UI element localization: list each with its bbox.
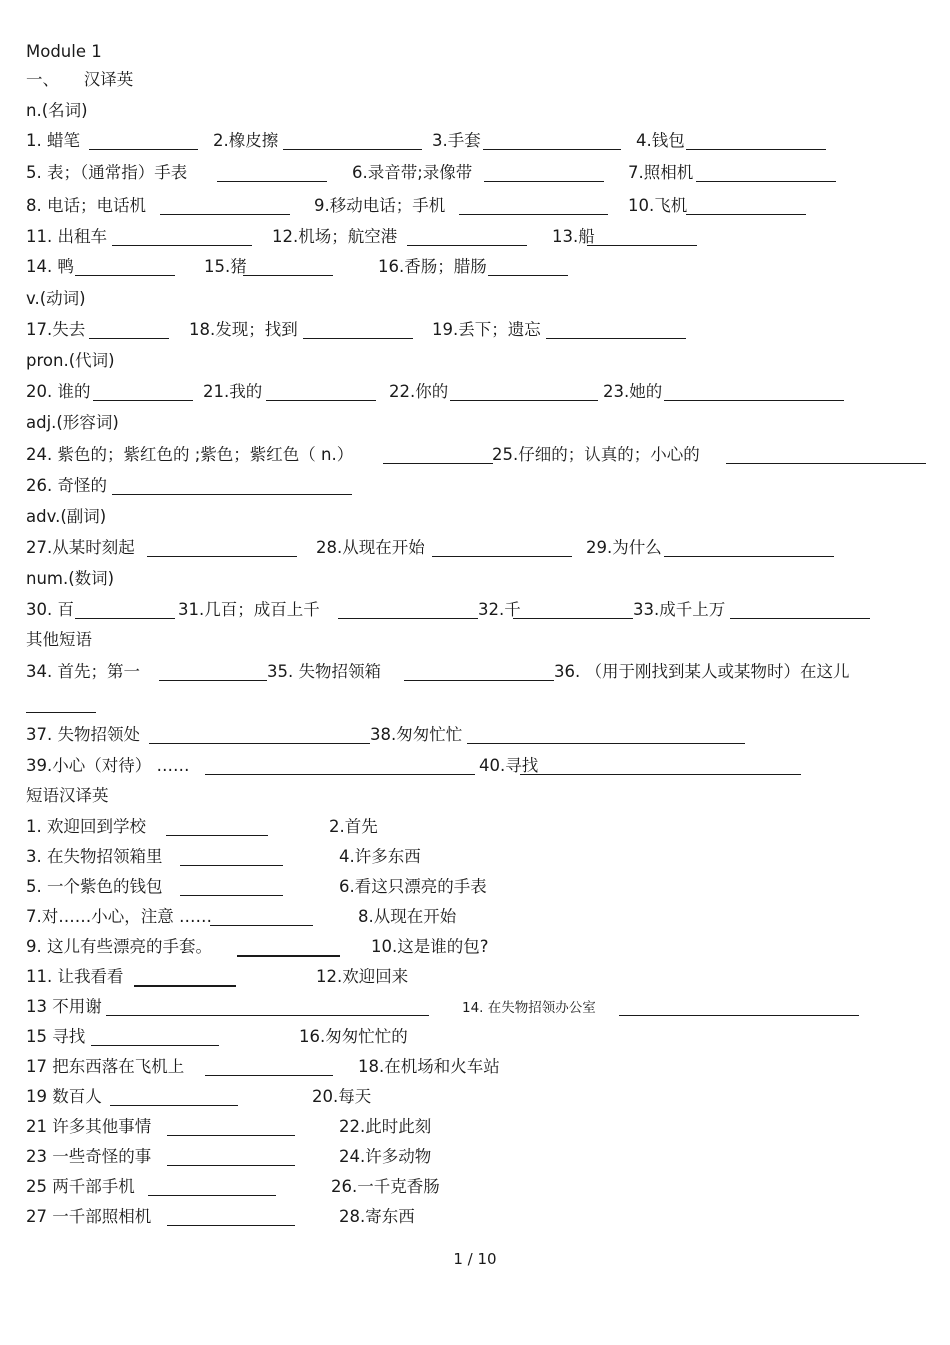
answer-blank[interactable] [167, 1225, 295, 1226]
answer-blank[interactable] [664, 556, 834, 557]
answer-blank[interactable] [450, 400, 598, 401]
answer-blank[interactable] [726, 463, 926, 464]
phrase-label: 21 许多其他事情 [26, 1117, 152, 1136]
item-label: 33.成千上万 [633, 600, 726, 619]
answer-blank[interactable] [587, 245, 697, 246]
answer-blank[interactable] [149, 743, 370, 744]
answer-blank[interactable] [303, 338, 413, 339]
answer-blank[interactable] [383, 463, 493, 464]
item-label: 15.猪 [204, 257, 247, 276]
answer-blank[interactable] [432, 556, 572, 557]
answer-blank[interactable] [148, 1195, 276, 1196]
phrase-label: 23 一些奇怪的事 [26, 1147, 152, 1166]
answer-blank[interactable] [283, 149, 422, 150]
item-label: 7.照相机 [628, 163, 694, 182]
item-label: 6.录音带;录像带 [352, 163, 473, 182]
item-label: 34. 首先；第一 [26, 662, 140, 681]
item-label: 9.移动电话；手机 [314, 196, 446, 215]
phrase-label: 27 一千部照相机 [26, 1207, 152, 1226]
answer-blank[interactable] [513, 618, 633, 619]
answer-blank[interactable] [488, 275, 568, 276]
answer-blank[interactable] [180, 895, 283, 896]
answer-blank[interactable] [266, 400, 376, 401]
item-label: 22.你的 [389, 382, 449, 401]
item-label: 11. 出租车 [26, 227, 107, 246]
noun-heading: n.(名词) [26, 101, 88, 120]
phrase-label: 20.每天 [312, 1087, 372, 1106]
answer-blank[interactable] [210, 925, 313, 926]
num-heading: num.(数词) [26, 569, 115, 588]
adv-heading: adv.(副词) [26, 507, 107, 526]
phrase-label: 3. 在失物招领箱里 [26, 847, 163, 866]
item-label: 29.为什么 [586, 538, 662, 557]
answer-blank[interactable] [217, 181, 327, 182]
item-label: 36. （用于刚找到某人或某物时）在这儿 [554, 662, 850, 681]
answer-blank[interactable] [89, 338, 169, 339]
item-label: 17.失去 [26, 320, 86, 339]
answer-blank[interactable] [147, 556, 297, 557]
answer-blank[interactable] [467, 743, 745, 744]
phrase-label: 1. 欢迎回到学校 [26, 817, 146, 836]
item-label: 19.丢下；遗忘 [432, 320, 541, 339]
phrase-label: 4.许多东西 [339, 847, 421, 866]
phrase-label: 18.在机场和火车站 [358, 1057, 500, 1076]
item-label: 28.从现在开始 [316, 538, 425, 557]
item-label: 26. 奇怪的 [26, 476, 107, 495]
phrase-label: 24.许多动物 [339, 1147, 432, 1166]
item-label: 16.香肠；腊肠 [378, 257, 487, 276]
answer-blank[interactable] [159, 680, 267, 681]
phrase-heading: 短语汉译英 [26, 786, 109, 805]
phrase-label: 12.欢迎回来 [316, 967, 409, 986]
pron-heading: pron.(代词) [26, 351, 115, 370]
answer-blank[interactable] [686, 149, 826, 150]
answer-blank[interactable] [407, 245, 527, 246]
phrase-label: 19 数百人 [26, 1087, 102, 1106]
answer-blank[interactable] [520, 774, 801, 775]
adj-heading: adj.(形容词) [26, 413, 119, 432]
answer-blank[interactable] [89, 149, 198, 150]
item-label: 10.飞机 [628, 196, 688, 215]
answer-blank[interactable] [483, 149, 621, 150]
item-label: 20. 谁的 [26, 382, 91, 401]
answer-blank[interactable] [404, 680, 554, 681]
item-label: 40.寻找 [479, 756, 539, 775]
answer-blank[interactable] [91, 1045, 219, 1046]
item-label: 12.机场；航空港 [272, 227, 398, 246]
phrase-label: 26.一千克香肠 [331, 1177, 440, 1196]
answer-blank[interactable] [696, 181, 836, 182]
item-label: 18.发现；找到 [189, 320, 298, 339]
item-label: 1. 蜡笔 [26, 131, 80, 150]
answer-blank[interactable] [166, 835, 268, 836]
answer-blank[interactable] [205, 774, 475, 775]
answer-blank[interactable] [338, 618, 478, 619]
answer-blank[interactable] [686, 214, 806, 215]
answer-blank[interactable] [112, 245, 252, 246]
answer-blank[interactable] [106, 1015, 429, 1016]
item-label: 5. 表；（通常指）手表 [26, 163, 188, 182]
item-label: 24. 紫色的；紫红色的 ;紫色；紫红色（ n.） [26, 445, 354, 464]
phrase-label: 22.此时此刻 [339, 1117, 432, 1136]
item-label: 31.几百；成百上千 [178, 600, 320, 619]
phrase-label: 9. 这儿有些漂亮的手套。 [26, 937, 212, 956]
answer-blank[interactable] [243, 275, 333, 276]
verb-heading: v.(动词) [26, 289, 86, 308]
answer-blank[interactable] [110, 1105, 238, 1106]
item-label: 2.橡皮擦 [213, 131, 279, 150]
module-title: Module 1 [26, 42, 102, 61]
item-label: 21.我的 [203, 382, 263, 401]
phrase-label: 11. 让我看看 [26, 967, 124, 986]
phrase-label: 8.从现在开始 [358, 907, 457, 926]
answer-blank[interactable] [484, 181, 604, 182]
item-label: 32.千 [478, 600, 521, 619]
item-label: 38.匆匆忙忙 [370, 725, 463, 744]
phrase-label: 16.匆匆忙忙的 [299, 1027, 408, 1046]
phrase-label: 14. 在失物招领办公室 [462, 1000, 596, 1016]
answer-blank[interactable] [459, 214, 608, 215]
phrase-label: 10.这是谁的包? [371, 937, 489, 956]
answer-blank[interactable] [167, 1135, 295, 1136]
phrase-label: 28.寄东西 [339, 1207, 415, 1226]
answer-blank[interactable] [75, 618, 175, 619]
answer-blank[interactable] [730, 618, 870, 619]
item-label: 25.仔细的；认真的；小心的 [492, 445, 700, 464]
phrase-label: 13 不用谢 [26, 997, 102, 1016]
answer-blank[interactable] [237, 955, 340, 957]
answer-blank[interactable] [167, 1165, 295, 1166]
page-number: 1 / 10 [453, 1250, 497, 1268]
other-heading: 其他短语 [26, 630, 92, 649]
item-label: 4.钱包 [636, 131, 685, 150]
item-label: 39.小心（对待） …… [26, 756, 190, 775]
answer-blank[interactable] [619, 1015, 859, 1016]
phrase-label: 2.首先 [329, 817, 378, 836]
answer-blank[interactable] [134, 985, 236, 987]
phrase-label: 6.看这只漂亮的手表 [339, 877, 487, 896]
item-label: 37. 失物招领处 [26, 725, 140, 744]
section-heading: 一、 汉译英 [26, 70, 134, 89]
answer-blank[interactable] [93, 400, 193, 401]
answer-blank[interactable] [75, 275, 175, 276]
item-label: 27.从某时刻起 [26, 538, 135, 557]
answer-blank[interactable] [160, 214, 290, 215]
answer-blank[interactable] [664, 400, 844, 401]
phrase-label: 5. 一个紫色的钱包 [26, 877, 163, 896]
phrase-label: 7.对……小心，注意 …… [26, 907, 212, 926]
answer-blank[interactable] [112, 494, 352, 495]
item-label: 14. 鸭 [26, 257, 74, 276]
item-label: 3.手套 [432, 131, 481, 150]
phrase-label: 17 把东西落在飞机上 [26, 1057, 185, 1076]
item-label: 35. 失物招领箱 [267, 662, 381, 681]
item-label: 8. 电话；电话机 [26, 196, 146, 215]
answer-blank[interactable] [205, 1075, 333, 1076]
answer-blank[interactable] [180, 865, 283, 866]
phrase-label: 25 两千部手机 [26, 1177, 135, 1196]
answer-blank[interactable] [26, 712, 96, 713]
item-label: 23.她的 [603, 382, 663, 401]
phrase-label: 15 寻找 [26, 1027, 86, 1046]
item-label: 13.船 [552, 227, 595, 246]
item-label: 30. 百 [26, 600, 74, 619]
answer-blank[interactable] [546, 338, 686, 339]
